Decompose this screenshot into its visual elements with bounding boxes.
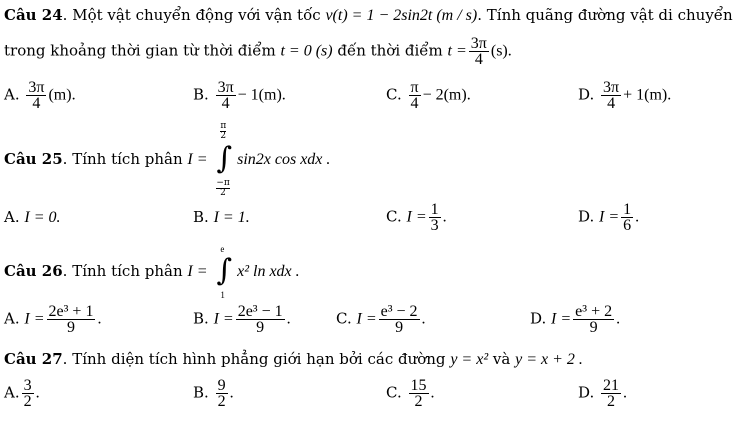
option-tail: − 2(m). bbox=[422, 86, 471, 104]
q24-t1-den: 4 bbox=[474, 51, 483, 68]
option-letter: C. bbox=[386, 383, 402, 402]
option-num: 1 bbox=[430, 201, 439, 218]
q27-stem bbox=[4, 350, 583, 369]
q25-label: Câu 25 bbox=[4, 150, 63, 168]
option-tail: . bbox=[421, 310, 426, 328]
option-fraction bbox=[22, 378, 34, 409]
q25-option-b[interactable] bbox=[193, 208, 250, 227]
option-num: 3π bbox=[217, 79, 234, 96]
option-den: 2 bbox=[414, 393, 423, 410]
option-den: 9 bbox=[395, 319, 404, 336]
option-num: 21 bbox=[603, 377, 620, 394]
option-fraction bbox=[216, 378, 228, 409]
option-lhs: I = bbox=[356, 310, 377, 328]
q26-label: Câu 26 bbox=[4, 262, 63, 280]
q27-option-d[interactable] bbox=[578, 378, 627, 409]
q24-t1-fraction bbox=[469, 36, 489, 67]
option-den: 2 bbox=[23, 393, 32, 410]
option-letter: B. bbox=[193, 309, 209, 328]
option-num: 3π bbox=[603, 79, 620, 96]
option-letter: A. bbox=[4, 383, 20, 402]
q25-upper-limit bbox=[220, 122, 226, 141]
option-num: 3π bbox=[28, 79, 45, 96]
option-fraction bbox=[601, 80, 621, 111]
q27-and: và bbox=[492, 350, 511, 368]
option-tail: . bbox=[97, 310, 102, 328]
q26-stem bbox=[4, 244, 300, 300]
option-den: 6 bbox=[623, 217, 632, 234]
q25-integral-sign bbox=[214, 121, 232, 198]
option-num: 3 bbox=[23, 377, 32, 394]
option-num: 2e³ + 1 bbox=[48, 303, 94, 320]
option-den: 4 bbox=[221, 95, 230, 112]
q24-text3: trong khoảng thời gian từ thời điểm bbox=[4, 41, 276, 60]
q24-option-c[interactable] bbox=[386, 80, 471, 111]
q25-lower-den: 2 bbox=[220, 188, 226, 198]
q25-lhs: I = bbox=[187, 151, 208, 168]
option-tail: (m). bbox=[48, 86, 76, 104]
q24-option-b[interactable] bbox=[193, 80, 286, 111]
option-lhs: I = bbox=[551, 310, 572, 328]
q24-t1-unit: (s). bbox=[490, 42, 512, 60]
option-letter: D. bbox=[578, 207, 595, 226]
q26-upper-limit: e bbox=[220, 244, 225, 254]
option-fraction bbox=[379, 304, 420, 335]
option-lhs: I = bbox=[213, 310, 234, 328]
option-tail: . bbox=[430, 384, 435, 402]
option-num: 2e³ − 1 bbox=[237, 303, 283, 320]
q24-option-a[interactable] bbox=[4, 80, 76, 111]
q24-text1: . Một vật chuyển động với vận tốc bbox=[62, 6, 321, 24]
q27-label: Câu 27 bbox=[4, 350, 63, 368]
q27-curve2: y = x + 2 . bbox=[515, 351, 583, 368]
option-den: 3 bbox=[430, 217, 439, 234]
q25-text: . Tính tích phân bbox=[62, 150, 183, 168]
q24-velocity: v(t) = 1 − 2sin2t (m / s) bbox=[325, 7, 478, 24]
q24-stem-line1 bbox=[4, 6, 733, 25]
option-den: 2 bbox=[607, 393, 616, 410]
q26-integral-sign bbox=[214, 244, 232, 300]
q25-option-d[interactable] bbox=[578, 202, 639, 233]
q25-integrand: sin2x cos xdx . bbox=[237, 151, 331, 168]
option-letter: A. bbox=[4, 309, 20, 328]
q25-stem bbox=[4, 121, 331, 198]
q27-option-c[interactable] bbox=[386, 378, 435, 409]
option-num: 9 bbox=[217, 377, 226, 394]
option-letter: A. bbox=[4, 85, 20, 104]
option-tail: . bbox=[616, 310, 621, 328]
q26-option-b[interactable] bbox=[193, 304, 291, 335]
q26-text: . Tính tích phân bbox=[62, 262, 183, 280]
option-fraction bbox=[216, 80, 236, 111]
option-num: 15 bbox=[410, 377, 427, 394]
q24-t0: t = 0 (s) bbox=[280, 42, 333, 60]
option-fraction bbox=[601, 378, 621, 409]
q25-lower-limit bbox=[216, 179, 229, 198]
q26-option-d[interactable] bbox=[530, 304, 620, 335]
q26-option-a[interactable] bbox=[4, 304, 101, 335]
q24-stem-line2 bbox=[4, 36, 512, 67]
q24-text4: đến thời điểm bbox=[337, 41, 443, 60]
option-lhs: I = bbox=[406, 208, 427, 226]
q25-option-a[interactable] bbox=[4, 208, 61, 227]
option-num: π bbox=[410, 79, 419, 96]
option-tail: . bbox=[286, 310, 291, 328]
q25-upper-den: 2 bbox=[220, 131, 227, 141]
option-fraction bbox=[409, 80, 421, 111]
option-tail: − 1(m). bbox=[237, 86, 286, 104]
q25-option-c[interactable] bbox=[386, 202, 447, 233]
option-den: 4 bbox=[32, 95, 41, 112]
option-letter: B. bbox=[193, 383, 209, 402]
q24-t1-num: 3π bbox=[470, 35, 487, 52]
q24-text2: . Tính quãng đường vật di chuyển bbox=[477, 6, 733, 24]
option-letter: D. bbox=[530, 309, 547, 328]
option-letter: D. bbox=[578, 85, 595, 104]
option-fraction bbox=[47, 304, 96, 335]
q27-text: . Tính diện tích hình phẳng giới hạn bởi các đường bbox=[62, 350, 446, 368]
q26-lhs: I = bbox=[187, 263, 208, 280]
option-letter: A. bbox=[4, 208, 20, 226]
option-fraction bbox=[26, 80, 46, 111]
option-expr: I = 1. bbox=[213, 209, 250, 226]
option-fraction bbox=[409, 378, 429, 409]
q24-label: Câu 24 bbox=[4, 6, 63, 24]
q26-lower-limit: 1 bbox=[220, 290, 225, 300]
option-den: 9 bbox=[589, 319, 598, 336]
option-letter: C. bbox=[336, 309, 352, 328]
option-lhs: I = bbox=[24, 310, 45, 328]
option-letter: B. bbox=[193, 85, 209, 104]
option-fraction bbox=[236, 304, 285, 335]
option-expr: I = 0. bbox=[24, 209, 61, 226]
option-tail: + 1(m). bbox=[623, 86, 672, 104]
integral-symbol: ∫ bbox=[216, 141, 232, 176]
option-tail: . bbox=[442, 208, 447, 226]
integral-symbol: ∫ bbox=[216, 253, 232, 288]
q27-curve1: y = x² bbox=[450, 351, 489, 368]
option-den: 9 bbox=[66, 319, 75, 336]
q26-option-c[interactable] bbox=[336, 304, 426, 335]
option-den: 9 bbox=[256, 319, 265, 336]
option-letter: B. bbox=[193, 208, 209, 226]
q25-lower-num: −π bbox=[216, 178, 230, 188]
q25-upper-num: π bbox=[220, 121, 227, 131]
option-fraction bbox=[621, 202, 633, 233]
option-letter: C. bbox=[386, 85, 402, 104]
option-tail: . bbox=[229, 384, 234, 402]
option-tail: . bbox=[623, 384, 628, 402]
q24-option-d[interactable] bbox=[578, 80, 671, 111]
option-num: e³ + 2 bbox=[575, 303, 613, 320]
option-fraction bbox=[429, 202, 441, 233]
option-fraction bbox=[573, 304, 614, 335]
option-den: 4 bbox=[410, 95, 419, 112]
option-num: 1 bbox=[623, 201, 632, 218]
q27-option-b[interactable] bbox=[193, 378, 234, 409]
q27-option-a[interactable] bbox=[4, 378, 40, 409]
option-den: 2 bbox=[217, 393, 226, 410]
q26-integrand: x² ln xdx . bbox=[237, 263, 300, 280]
q24-t1-lhs: t = bbox=[447, 42, 467, 60]
option-den: 4 bbox=[607, 95, 616, 112]
option-tail: . bbox=[35, 384, 40, 402]
option-letter: D. bbox=[578, 383, 595, 402]
option-num: e³ − 2 bbox=[380, 303, 418, 320]
option-letter: C. bbox=[386, 207, 402, 226]
option-lhs: I = bbox=[599, 208, 620, 226]
option-tail: . bbox=[635, 208, 640, 226]
